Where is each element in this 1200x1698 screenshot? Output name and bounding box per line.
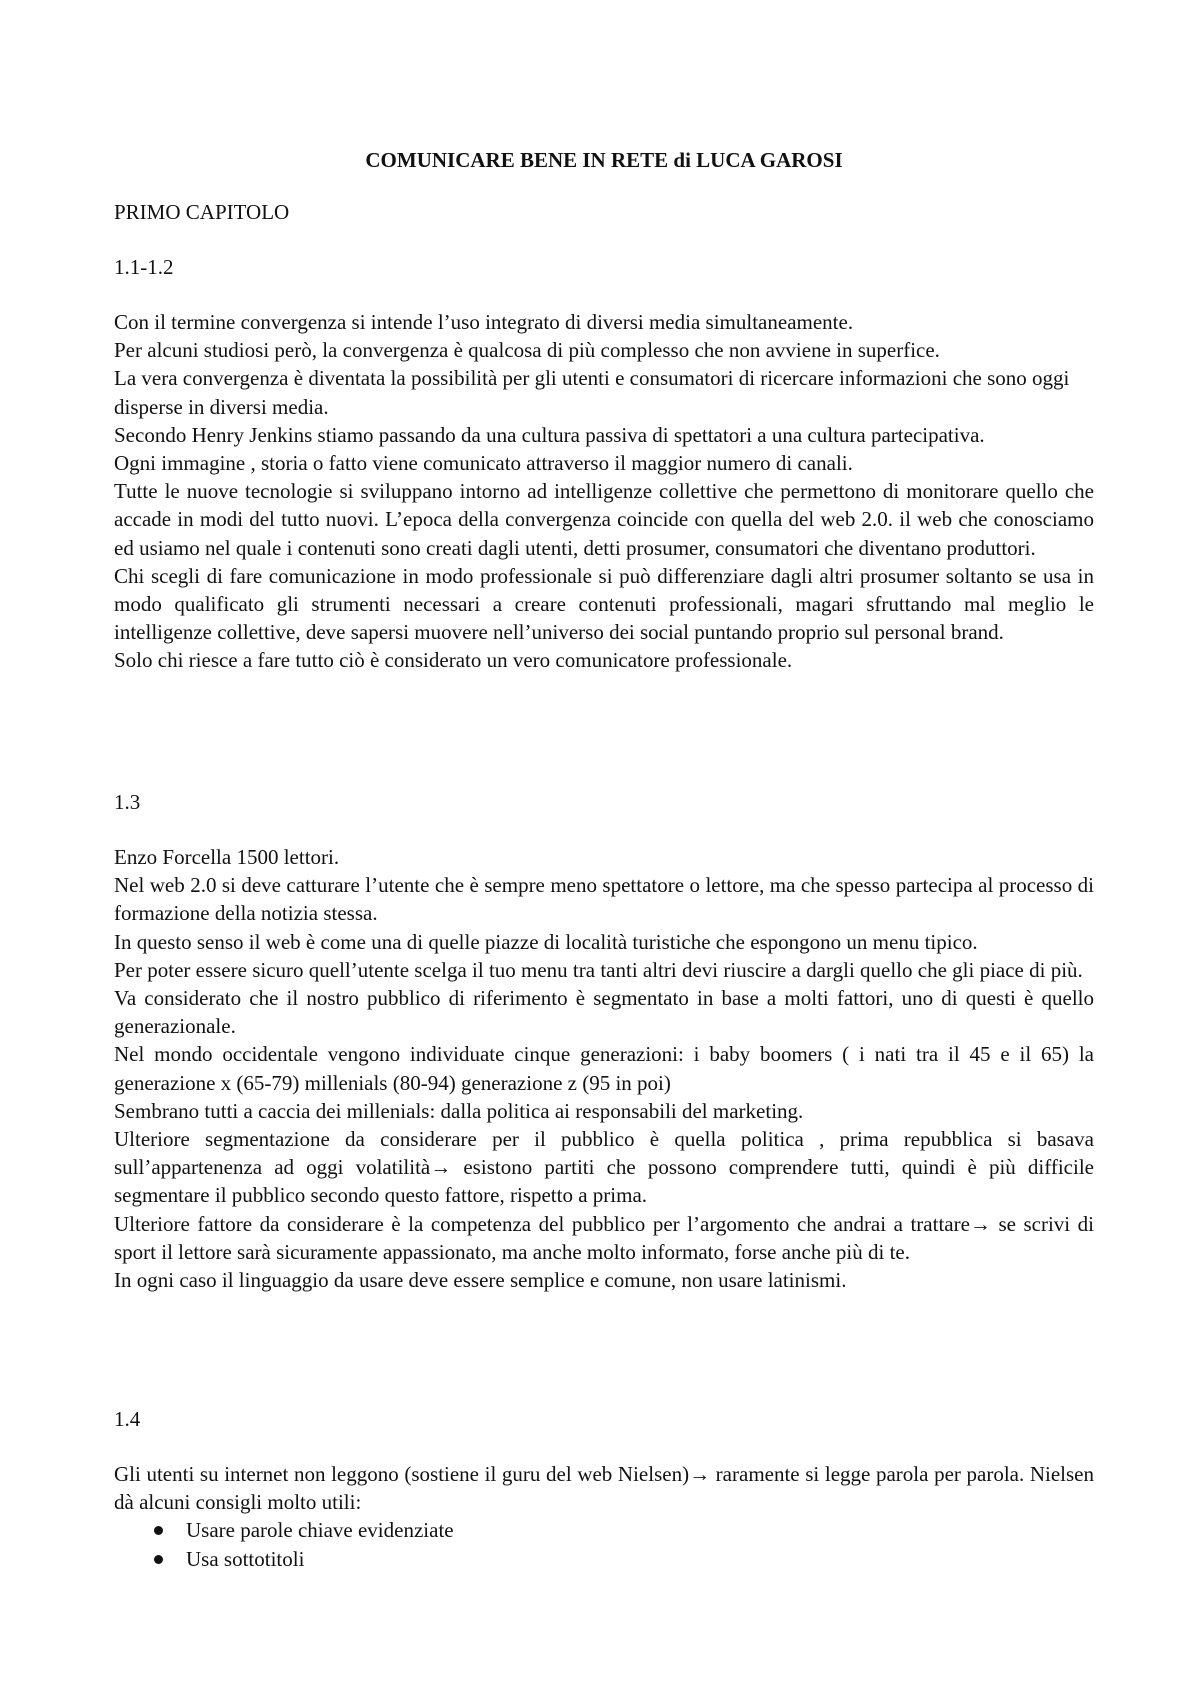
paragraph: Ogni immagine , storia o fatto viene comunicato attraverso il maggior numero di canali. (114, 451, 853, 476)
bullet-icon (154, 1555, 163, 1564)
list-item-text: Usa sottotitoli (186, 1546, 305, 1571)
section-body-1-4 (114, 1460, 1094, 1573)
paragraph: Ulteriore fattore da considerare è la competenza del pubblico per l’argomento che andrai a trattare→ se scrivi di sport il lettore sarà sicuramente appassionato, ma anche molto informato, forse anche più di te. (114, 1211, 1094, 1264)
paragraph: Sembrano tutti a caccia dei millenials: dalla politica ai responsabili del marketing. (114, 1098, 804, 1123)
paragraph: Va considerato che il nostro pubblico di riferimento è segmentato in base a molti fattori, uno di questi è quello generazionale. (114, 986, 1094, 1039)
paragraph: Tutte le nuove tecnologie si sviluppano intorno ad intelligenze collettive che permettono di monitorare quello che accade in modi del tutto nuovi. L’epoca della convergenza coincide con quella del web 2.0. il web che conosciamo ed usiamo nel quale i contenuti sono creati dagli utenti, detti prosumer, consumatori che diventano produttori. (114, 479, 1094, 560)
paragraph: In ogni caso il linguaggio da usare deve essere semplice e comune, non usare latinismi. (114, 1268, 847, 1293)
paragraph: La vera convergenza è diventata la possibilità per gli utenti e consumatori di ricercare informazioni che sono oggi disperse in diversi media. (114, 366, 1070, 419)
paragraph: Per alcuni studiosi però, la convergenza è qualcosa di più complesso che non avviene in superfice. (114, 338, 940, 363)
paragraph: Per poter essere sicuro quell’utente scelga il tuo menu tra tanti altri devi riuscire a dargli quello che gli piace di più. (114, 957, 1083, 982)
paragraph: Gli utenti su internet non leggono (sostiene il guru del web Nielsen)→ raramente si legge parola per parola. Nielsen dà alcuni consigli molto utili: (114, 1462, 1094, 1515)
section-body-1-1 (114, 308, 1094, 675)
paragraph: Solo chi riesce a fare tutto ciò è considerato un vero comunicatore professionale. (114, 648, 793, 673)
chapter-heading: PRIMO CAPITOLO (114, 200, 290, 224)
section-body-1-3 (114, 843, 1094, 1294)
paragraph: Nel web 2.0 si deve catturare l’utente che è sempre meno spettatore o lettore, ma che spesso partecipa al processo di formazione della notizia stessa. (114, 873, 1094, 926)
paragraph: Secondo Henry Jenkins stiamo passando da una cultura passiva di spettatori a una cultura partecipativa. (114, 422, 985, 447)
section-heading-1-3: 1.3 (114, 790, 141, 814)
paragraph: Nel mondo occidentale vengono individuate cinque generazioni: i baby boomers ( i nati tra il 45 e il 65) la generazione x (65-79) millenials (80-94) generazione z (95 in poi) (114, 1042, 1094, 1095)
paragraph: Enzo Forcella 1500 lettori. (114, 845, 340, 869)
paragraph: Con il termine convergenza si intende l’uso integrato di diversi media simultaneamente. (114, 310, 854, 334)
list-item-text: Usare parole chiave evidenziate (186, 1518, 454, 1543)
section-heading-1-1: 1.1-1.2 (114, 255, 174, 279)
bullet-list (114, 1516, 1094, 1572)
paragraph: Ulteriore segmentazione da considerare per il pubblico è quella politica , prima repubblica si basava sull’appartenenza ad oggi volatilità→ esistono partiti che possono comprendere tutti, quindi è più difficile segmentare il pubblico secondo questo fattore, rispetto a prima. (114, 1127, 1094, 1208)
section-heading-1-4: 1.4 (114, 1407, 141, 1431)
bullet-icon (154, 1526, 163, 1535)
list-item (114, 1516, 1094, 1544)
document-title: COMUNICARE BENE IN RETE di LUCA GAROSI (365, 148, 843, 172)
paragraph: Chi scegli di fare comunicazione in modo professionale si può differenziare dagli altri prosumer soltanto se usa in modo qualificato gli strumenti necessari a creare contenuti professionali, magari sfruttando mal meglio le intelligenze collettive, deve sapersi muovere nell’universo dei social puntando proprio sul personal brand. (114, 563, 1094, 645)
list-item (114, 1545, 1094, 1573)
paragraph: In questo senso il web è come una di quelle piazze di località turistiche che espongono un menu tipico. (114, 929, 978, 954)
